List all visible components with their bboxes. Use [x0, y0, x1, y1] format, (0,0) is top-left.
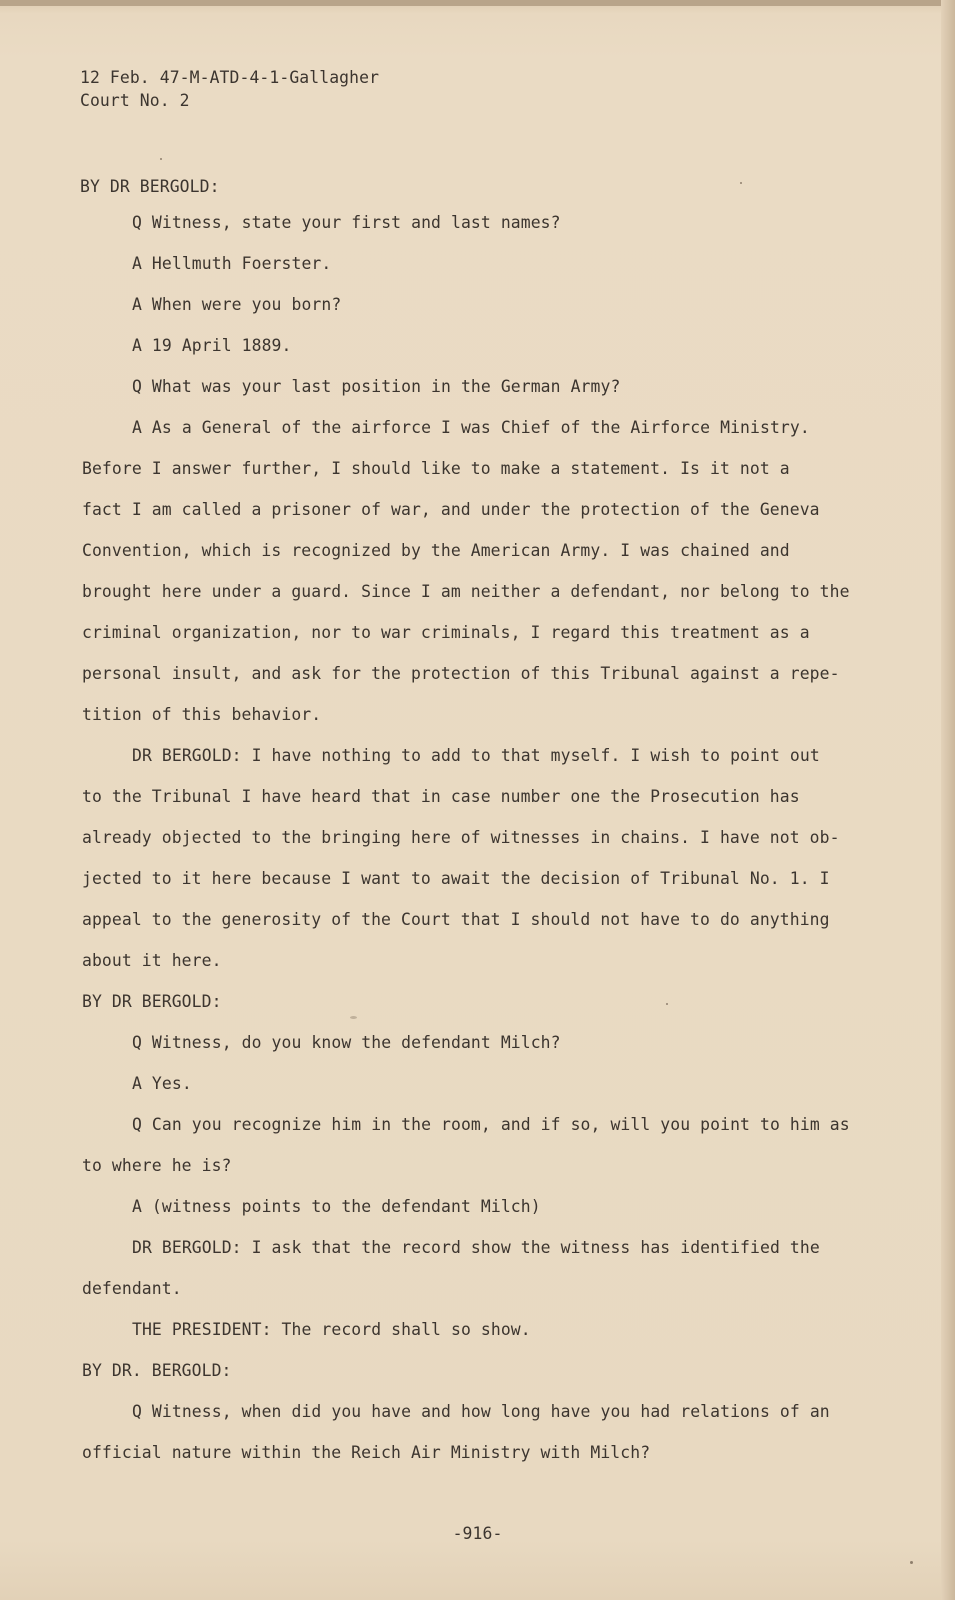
page-top-edge [0, 0, 955, 6]
answer-line: A 19 April 1889. [132, 336, 292, 355]
section-heading: BY DR BERGOLD: [80, 177, 220, 196]
statement-continuation: defendant. [82, 1279, 182, 1298]
header-line-2: Court No. 2 [80, 91, 190, 110]
speaker-statement: DR BERGOLD: I ask that the record show the witness has identified the [132, 1238, 820, 1257]
question-line: Q What was your last position in the German Army? [132, 377, 621, 396]
question-line: A When were you born? [132, 295, 342, 314]
speaker-statement: DR BERGOLD: I have nothing to add to that myself. I wish to point out [132, 746, 820, 765]
page-right-edge [941, 0, 955, 1600]
answer-continuation: Convention, which is recognized by the American Army. I was chained and [82, 541, 790, 560]
paper-speck [350, 1016, 357, 1019]
statement-continuation: appeal to the generosity of the Court that I should not have to do anything [82, 910, 830, 929]
section-heading: BY DR BERGOLD: [82, 992, 222, 1011]
answer-continuation: fact I am called a prisoner of war, and under the protection of the Geneva [82, 500, 820, 519]
answer-line: A Yes. [132, 1074, 192, 1093]
page-number: -916- [452, 1524, 503, 1543]
question-line: Q Witness, when did you have and how long have you had relations of an [132, 1402, 830, 1421]
statement-continuation: about it here. [82, 951, 222, 970]
paper-speck [740, 182, 742, 184]
paper-speck [160, 158, 162, 160]
statement-continuation: to the Tribunal I have heard that in case number one the Prosecution has [82, 787, 800, 806]
answer-line: A As a General of the airforce I was Chief of the Airforce Ministry. [132, 418, 810, 437]
header-line-1: 12 Feb. 47-M-ATD-4-1-Gallagher [80, 68, 380, 87]
statement-continuation: jected to it here because I want to await the decision of Tribunal No. 1. I [82, 869, 830, 888]
question-continuation: to where he is? [82, 1156, 232, 1175]
answer-continuation: brought here under a guard. Since I am neither a defendant, nor belong to the [82, 582, 850, 601]
answer-continuation: Before I answer further, I should like to make a statement. Is it not a [82, 459, 790, 478]
speaker-statement: THE PRESIDENT: The record shall so show. [132, 1320, 531, 1339]
paper-speck [666, 1003, 668, 1005]
answer-continuation: tition of this behavior. [82, 705, 322, 724]
answer-continuation: personal insult, and ask for the protection of this Tribunal against a repe- [82, 664, 840, 683]
section-heading: BY DR. BERGOLD: [82, 1361, 232, 1380]
paper-speck [910, 1561, 913, 1564]
question-continuation: official nature within the Reich Air Ministry with Milch? [82, 1443, 651, 1462]
question-line: Q Witness, state your first and last names? [132, 213, 561, 232]
answer-line: A (witness points to the defendant Milch) [132, 1197, 541, 1216]
question-line: Q Witness, do you know the defendant Milch? [132, 1033, 561, 1052]
answer-line: A Hellmuth Foerster. [132, 254, 332, 273]
statement-continuation: already objected to the bringing here of witnesses in chains. I have not ob- [82, 828, 840, 847]
answer-continuation: criminal organization, nor to war criminals, I regard this treatment as a [82, 623, 810, 642]
question-line: Q Can you recognize him in the room, and if so, will you point to him as [132, 1115, 850, 1134]
